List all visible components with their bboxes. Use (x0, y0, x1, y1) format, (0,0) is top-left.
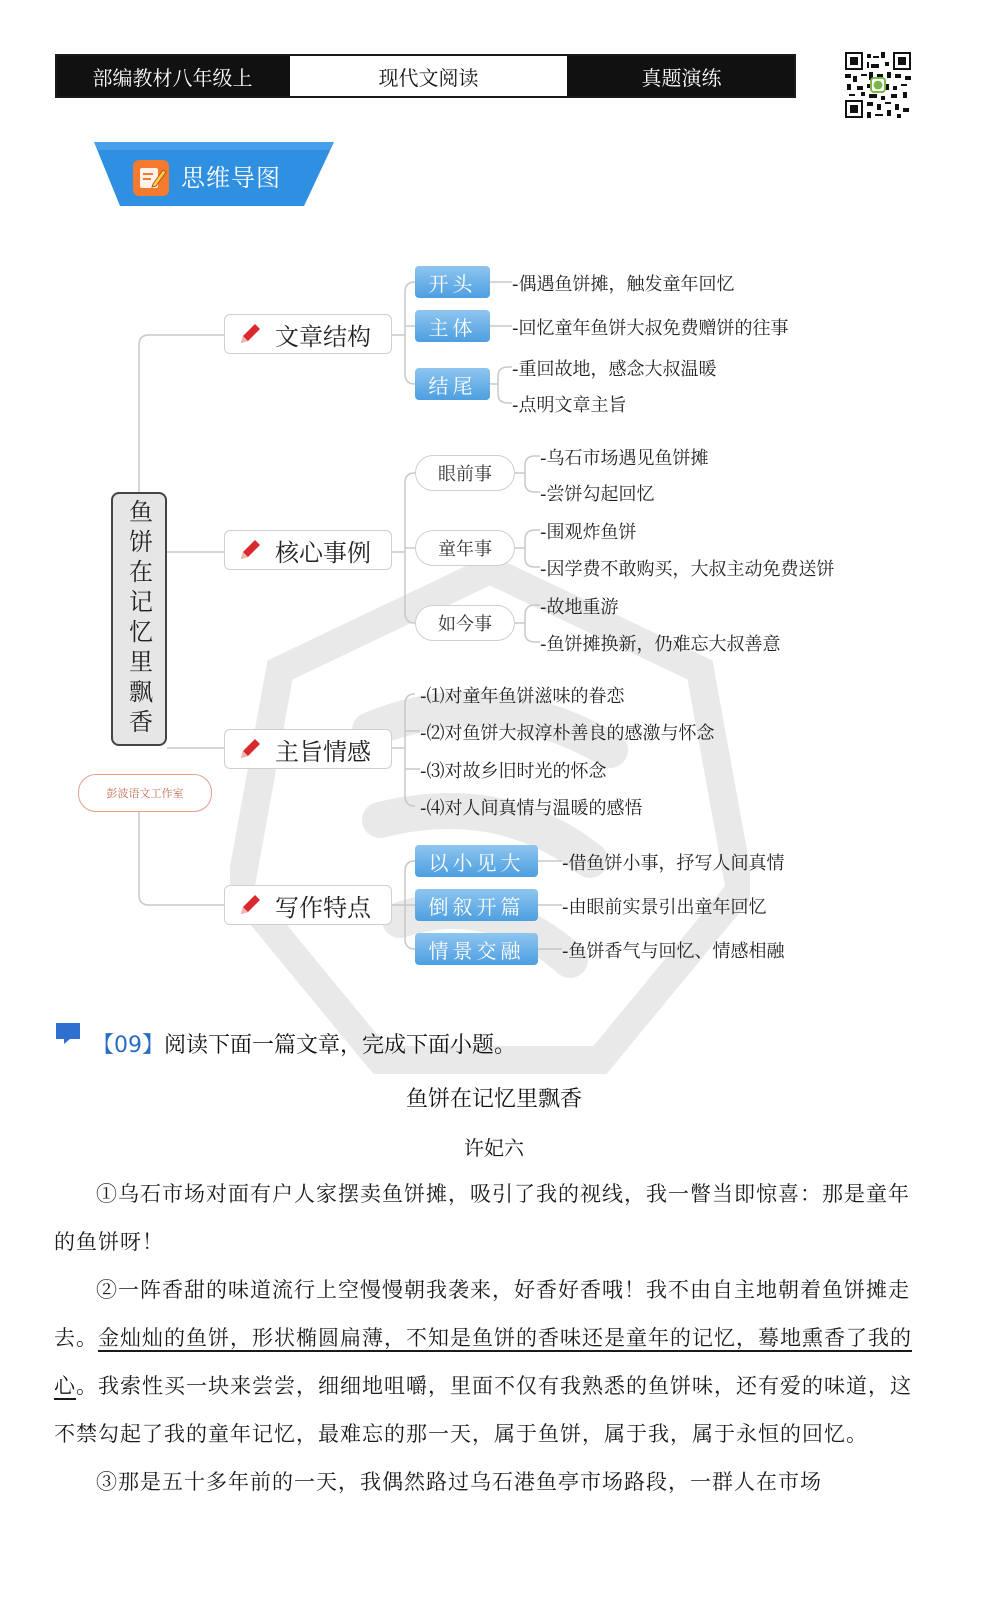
paragraph-2-start: ②一阵香甜的味道流行上空慢慢朝我袭来，好香好香哦！我不由自主地朝着鱼饼摊走去。 (54, 1278, 910, 1350)
pen-icon (237, 321, 263, 347)
paragraph-1: ①乌石市场对面有户人家摆卖鱼饼摊，吸引了我的视线，我一瞥当即惊喜：那是童年的鱼饼呀！ (54, 1182, 910, 1254)
branch-core-events-title: 核心事例 (275, 538, 371, 567)
leaf-childhood-2: -因学费不敢购买，大叔主动免费送饼 (540, 559, 835, 580)
branch-structure (224, 314, 392, 354)
leaf-ending-2: -点明文章主旨 (512, 395, 627, 416)
mindmap-root (111, 492, 167, 746)
node-ending: 结尾 (415, 368, 490, 400)
question-number: 【09】 (92, 1033, 164, 1058)
branch-writing-features-title: 写作特点 (275, 893, 371, 922)
question-heading (92, 1028, 516, 1059)
header-section: 真题演练 (569, 56, 794, 96)
node-small-to-big: 以小见大 (415, 845, 538, 877)
paragraph-2-end: 。我索性买一块来尝尝，细细地咀嚼，里面不仅有我熟悉的鱼饼味，还有爱的味道，这不禁勾起了我的童年记忆，最难忘的那一天，属于鱼饼，属于我，属于永恒的回忆。 (54, 1374, 912, 1446)
paragraph-2 (54, 1266, 916, 1458)
branch-theme-title: 主旨情感 (275, 737, 371, 766)
leaf-theme-2: -⑵对鱼饼大叔淳朴善良的感激与怀念 (420, 723, 715, 744)
leaf-present-1: -乌石市场遇见鱼饼摊 (540, 448, 709, 469)
pen-icon (237, 537, 263, 563)
article-title: 鱼饼在记忆里飘香 (405, 1087, 582, 1112)
leaf-feature-2: -由眼前实景引出童年回忆 (562, 897, 767, 918)
leaf-theme-1: -⑴对童年鱼饼滋味的眷恋 (420, 686, 625, 707)
leaf-nowadays-2: -鱼饼摊换新，仍难忘大叔善意 (540, 634, 781, 655)
pen-icon (237, 892, 263, 918)
leaf-opening-1: -偶遇鱼饼摊，触发童年回忆 (512, 274, 735, 295)
leaf-theme-4: -⑷对人间真情与温暖的感悟 (420, 798, 643, 819)
leaf-present-2: -尝饼勾起回忆 (540, 484, 655, 505)
branch-structure-title: 文章结构 (275, 322, 371, 351)
branch-theme (224, 729, 392, 769)
node-present: 眼前事 (415, 455, 515, 491)
header-grade: 部编教材八年级上 (57, 56, 288, 96)
leaf-theme-3: -⑶对故乡旧时光的怀念 (420, 761, 607, 782)
leaf-feature-3: -鱼饼香气与回忆、情感相融 (562, 941, 785, 962)
leaf-childhood-1: -围观炸鱼饼 (540, 522, 637, 543)
node-body: 主体 (415, 310, 490, 342)
node-childhood: 童年事 (415, 530, 515, 566)
node-nowadays: 如今事 (415, 605, 515, 641)
header-subject: 现代文阅读 (288, 56, 569, 96)
branch-writing-features (224, 885, 392, 925)
article-author: 许妃六 (464, 1136, 524, 1160)
leaf-ending-1: -重回故地，感念大叔温暖 (512, 359, 717, 380)
question-prompt: 阅读下面一篇文章，完成下面小题。 (164, 1033, 517, 1058)
leaf-feature-1: -借鱼饼小事，抒写人间真情 (562, 853, 785, 874)
leaf-body-1: -回忆童年鱼饼大叔免费赠饼的往事 (512, 318, 789, 339)
node-scene-emotion: 情景交融 (415, 933, 538, 965)
underlined-sentence: 金灿灿的鱼饼，形状椭圆扁薄，不知是鱼饼的香味还是童年的记忆，蓦地熏香了我的心 (54, 1326, 912, 1398)
node-opening: 开头 (415, 266, 490, 298)
article-body (54, 1170, 916, 1506)
studio-stamp: 彭波语文工作室 (78, 774, 212, 812)
pen-icon (237, 736, 263, 762)
paragraph-3: ③那是五十多年前的一天，我偶然路过乌石港鱼亭市场路段，一群人在市场 (96, 1470, 822, 1494)
mindmap-root-label: 鱼饼在记忆里飘香 (124, 499, 153, 739)
bookmark-icon (54, 1021, 82, 1045)
leaf-nowadays-1: -故地重游 (540, 597, 619, 618)
node-flashback: 倒叙开篇 (415, 889, 538, 921)
branch-core-events (224, 530, 392, 570)
banner-label: 思维导图 (181, 164, 281, 192)
